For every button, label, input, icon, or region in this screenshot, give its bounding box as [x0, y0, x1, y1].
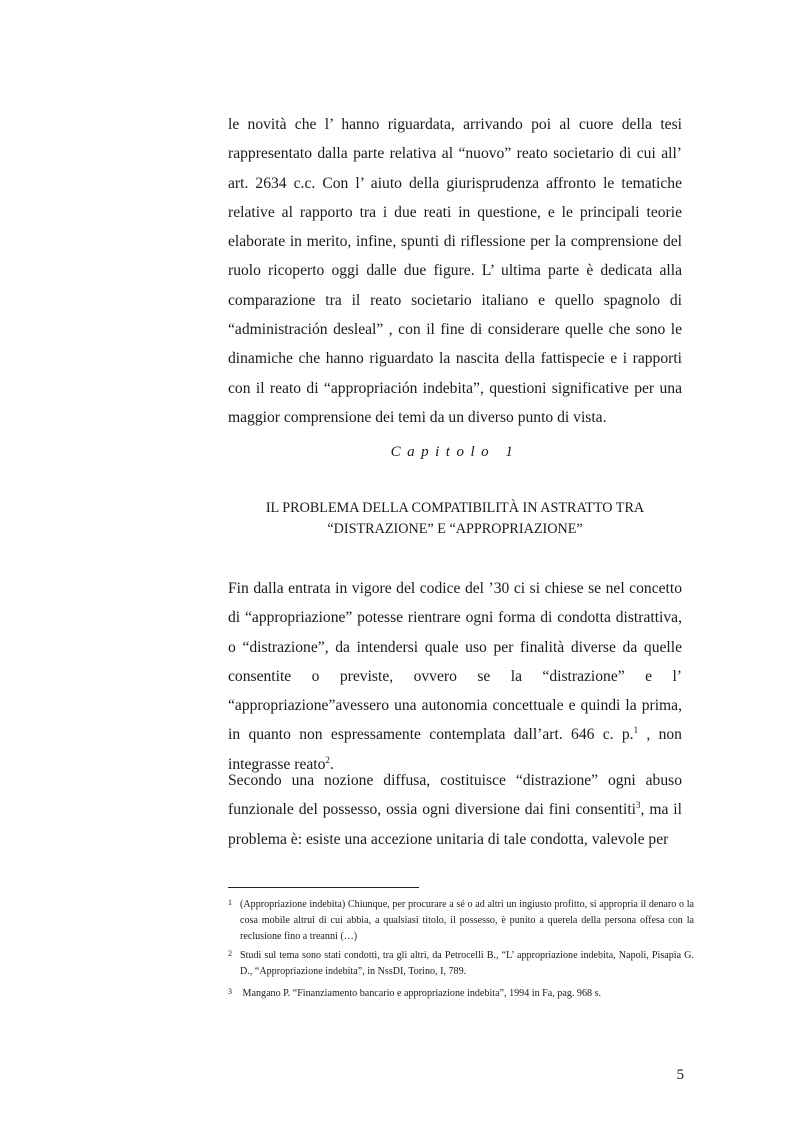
chapter-title-line-1: IL PROBLEMA DELLA COMPATIBILITÀ IN ASTRATTO TRA — [265, 500, 645, 516]
paragraph-text: . — [329, 755, 334, 773]
chapter-heading: Capitolo 1 — [390, 444, 520, 460]
footnote-number: 3 — [228, 987, 232, 996]
footnote-number: 1 — [228, 898, 232, 907]
footnote — [228, 897, 694, 945]
paragraph-text: Secondo una nozione diffusa, costituisce “distrazione” ogni abuso funzionale del possesso, ossia ogni diversione dai fini consentiti — [228, 772, 682, 819]
footnote-separator — [228, 887, 419, 888]
footnote-text: Studi sul tema sono stati condotti, tra gli altri, da Petrocelli B., “L’ appropriazione indebita, Napoli, Pisapia G. D., “Appropriazione indebita”, in NssDI, Torino, I, 789. — [240, 950, 694, 977]
footnote-number: 2 — [228, 949, 232, 958]
body-paragraph — [228, 766, 682, 854]
footnote-reference-3[interactable]: 3 — [636, 800, 641, 811]
footnote-reference-2[interactable]: 2 — [325, 754, 330, 765]
page-number: 5 — [676, 1067, 684, 1083]
body-paragraph — [228, 574, 682, 779]
intro-paragraph: le novità che l’ hanno riguardata, arrivando poi al cuore della tesi rappresentato dalla parte relativa al “nuovo” reato societario di cui all’ art. 2634 c.c. Con l’ aiuto della giurisprudenza affronto le tematiche relative al rapporto tra i due reati in questione, e le principali teorie elaborate in merito, infine, spunti di riflessione per la comprensione del ruolo ricoperto oggi dalle due figure. L’ ultima parte è dedicata alla comparazione tra il reato societario italiano e quello spagnolo di “administración desleal” , con il fine di considerare quelle che sono le dinamiche che hanno riguardato la nascita della fattispecie e i rapporti con il reato di “appropriación indebita”, questioni significative per una maggior comprensione dei temi da un diverso punto di vista. — [228, 116, 682, 426]
paragraph-text: , ma il problema è: esiste una accezione unitaria di tale condotta, valevole per — [228, 801, 682, 848]
footnote-reference-1[interactable]: 1 — [633, 725, 639, 736]
footnote — [228, 948, 694, 980]
footnote — [228, 986, 694, 1002]
paragraph-text: Fin dalla entrata in vigore del codice del ’30 ci si chiese se nel concetto di “appropriazione” potesse rientrare ogni forma di condotta distrattiva, o “distrazione”, da intendersi quale uso per finalità diverse da quelle consentite o previste, ovvero se la “distrazione” e l’ “appropriazione”avessero una autonomia concettuale e quindi la prima, in quanto non espressamente contemplata dall’art. 646 c. p. — [228, 580, 682, 744]
paragraph-text: , non integrasse reato — [228, 726, 682, 773]
chapter-title-line-2: “DISTRAZIONE” E “APPROPRIAZIONE” — [327, 521, 583, 537]
footnote-text: (Appropriazione indebita) Chiunque, per procurare a sé o ad altri un ingiusto profitto, si appropria il denaro o la cosa mobile altrui di cui abbia, a qualsiasi titolo, il possesso, è punito a querela della persona offesa con la reclusione fino a treanni (…) — [240, 899, 694, 942]
chapter-title — [228, 498, 682, 540]
footnote-text: Mangano P. “Finanziamento bancario e appropriazione indebita”, 1994 in Fa, pag. 968 s. — [240, 988, 602, 999]
